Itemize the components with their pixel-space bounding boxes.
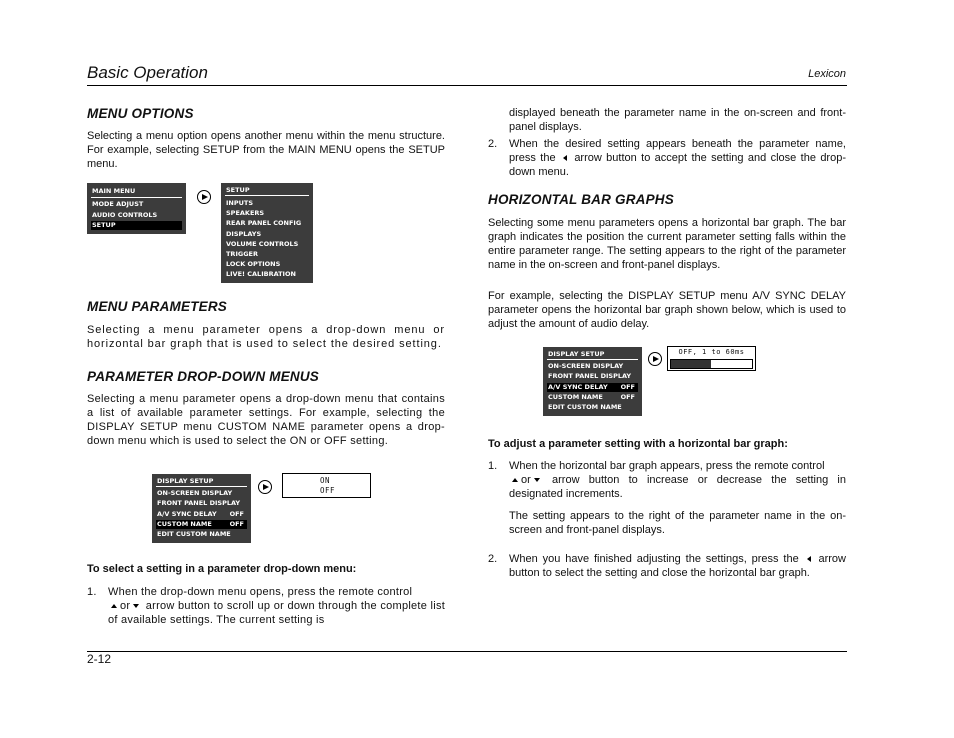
heading-bar-graphs: HORIZONTAL BAR GRAPHS: [488, 192, 674, 207]
up-arrow-icon: [111, 604, 117, 608]
menu-item: DISPLAYS: [226, 230, 262, 238]
paragraph-step1-continued: displayed beneath the parameter name in the on-screen and front-panel displays.: [509, 107, 846, 133]
menu-title-underline: [225, 195, 309, 196]
bar-graph-label: OFF, 1 to 60ms: [678, 348, 745, 356]
heading-dropdown-menus: PARAMETER DROP-DOWN MENUS: [87, 369, 319, 384]
menu-item: MODE ADJUST: [92, 200, 144, 208]
paragraph-bar-graphs: Selecting some menu parameters opens a horizontal bar graph. The bar graph indicates the position the current parameter setting falls within the entire parameter range. The setting appears to the right of the parameter name in the on-screen and front-panel displays.: [488, 217, 846, 271]
bar-graph-track: [670, 359, 753, 369]
left-arrow-icon: [563, 155, 567, 161]
brand-name: Lexicon: [808, 68, 846, 80]
main-menu-panel: [87, 183, 186, 234]
heading-menu-parameters: MENU PARAMETERS: [87, 299, 228, 314]
bar-graph-fill: [671, 360, 711, 368]
setup-menu-panel: [221, 183, 313, 283]
menu-item: ON-SCREEN DISPLAY: [548, 362, 624, 370]
menu-title-underline: [91, 197, 182, 198]
right-arrow-icon: [197, 190, 211, 204]
footer-rule: [87, 651, 847, 652]
list-item: 1. When the drop-down menu opens, press the remote control or arrow button to scroll up or down through the complete list of available settings. The current setting is: [87, 586, 446, 626]
right-arrow-icon: [648, 352, 662, 366]
bar-graph-box: [667, 346, 756, 371]
down-arrow-icon: [133, 604, 139, 608]
list-item: 1. When the horizontal bar graph appears, press the remote control or arrow button to increase or decrease the setting in designated increments.: [488, 460, 846, 500]
menu-item: INPUTS: [226, 199, 254, 207]
menu-title-underline: [547, 359, 638, 360]
dropdown-options-box: [282, 473, 371, 498]
setup-menu-title: SETUP: [226, 186, 250, 194]
menu-title-underline: [156, 486, 247, 487]
menu-item: EDIT CUSTOM NAME: [548, 403, 622, 411]
menu-item: AUDIO CONTROLS: [92, 211, 158, 219]
header-rule: [87, 85, 847, 86]
adjust-setting-heading: To adjust a parameter setting with a horizontal bar graph:: [488, 438, 788, 450]
menu-item-selected: CUSTOM NAME OFF: [156, 520, 247, 529]
page-title: Basic Operation: [87, 63, 208, 82]
menu-item-selected: SETUP: [91, 221, 182, 230]
page-number: 2-12: [87, 652, 112, 666]
paragraph-menu-options: Selecting a menu option opens another menu within the menu structure. For example, selecting SETUP from the MAIN MENU opens the SETUP menu.: [87, 130, 445, 170]
display-setup-panel: [152, 474, 251, 543]
menu-item: VOLUME CONTROLS: [226, 240, 299, 248]
display-setup-panel: [543, 347, 642, 416]
dropdown-option: OFF: [320, 486, 336, 495]
left-arrow-icon: [807, 556, 811, 562]
list-item: 2. When you have finished adjusting the settings, press the arrow button to select the setting and close the horizontal bar graph.: [488, 553, 846, 579]
right-arrow-icon: [258, 480, 272, 494]
menu-item: ON-SCREEN DISPLAY: [157, 489, 233, 497]
paragraph-dropdown-menus: Selecting a menu parameter opens a drop-down menu that contains a list of available parameter settings. For example, selecting the DISPLAY SETUP menu CUSTOM NAME parameter opens a drop-down menu which is used to select the ON or OFF setting.: [87, 393, 445, 447]
select-setting-heading: To select a setting in a parameter drop-down menu:: [87, 563, 357, 575]
paragraph-bar-graphs-example: For example, selecting the DISPLAY SETUP menu A/V SYNC DELAY parameter opens the horizontal bar graph shown below, which is used to adjust the amount of audio delay.: [488, 290, 846, 330]
menu-item: LOCK OPTIONS: [226, 260, 281, 268]
menu-item: REAR PANEL CONFIG: [226, 219, 302, 227]
menu-item: FRONT PANEL DISPLAY: [548, 372, 632, 380]
list-item: 2. When the desired setting appears beneath the parameter name, press the arrow button to accept the setting and close the drop-down menu.: [488, 138, 846, 178]
menu-item: EDIT CUSTOM NAME: [157, 530, 231, 538]
menu-item: FRONT PANEL DISPLAY: [157, 499, 241, 507]
down-arrow-icon: [534, 478, 540, 482]
display-setup-title: DISPLAY SETUP: [548, 350, 605, 358]
menu-item: SPEAKERS: [226, 209, 265, 217]
main-menu-title: MAIN MENU: [92, 187, 136, 195]
menu-item: A/V SYNC DELAY OFF: [157, 510, 244, 518]
menu-item: CUSTOM NAME OFF: [548, 393, 635, 401]
dropdown-option: ON: [320, 476, 331, 485]
display-setup-title: DISPLAY SETUP: [157, 477, 214, 485]
menu-item: LIVE! CALIBRATION: [226, 270, 296, 278]
paragraph-setting-appears: The setting appears to the right of the parameter name in the on-screen and front-panel displays.: [509, 510, 846, 536]
heading-menu-options: MENU OPTIONS: [87, 106, 194, 121]
menu-item: TRIGGER: [226, 250, 258, 258]
paragraph-menu-parameters: Selecting a menu parameter opens a drop-down menu or horizontal bar graph that is used to select the desired setting.: [87, 324, 445, 350]
menu-item-selected: A/V SYNC DELAY OFF: [547, 383, 638, 392]
up-arrow-icon: [512, 478, 518, 482]
